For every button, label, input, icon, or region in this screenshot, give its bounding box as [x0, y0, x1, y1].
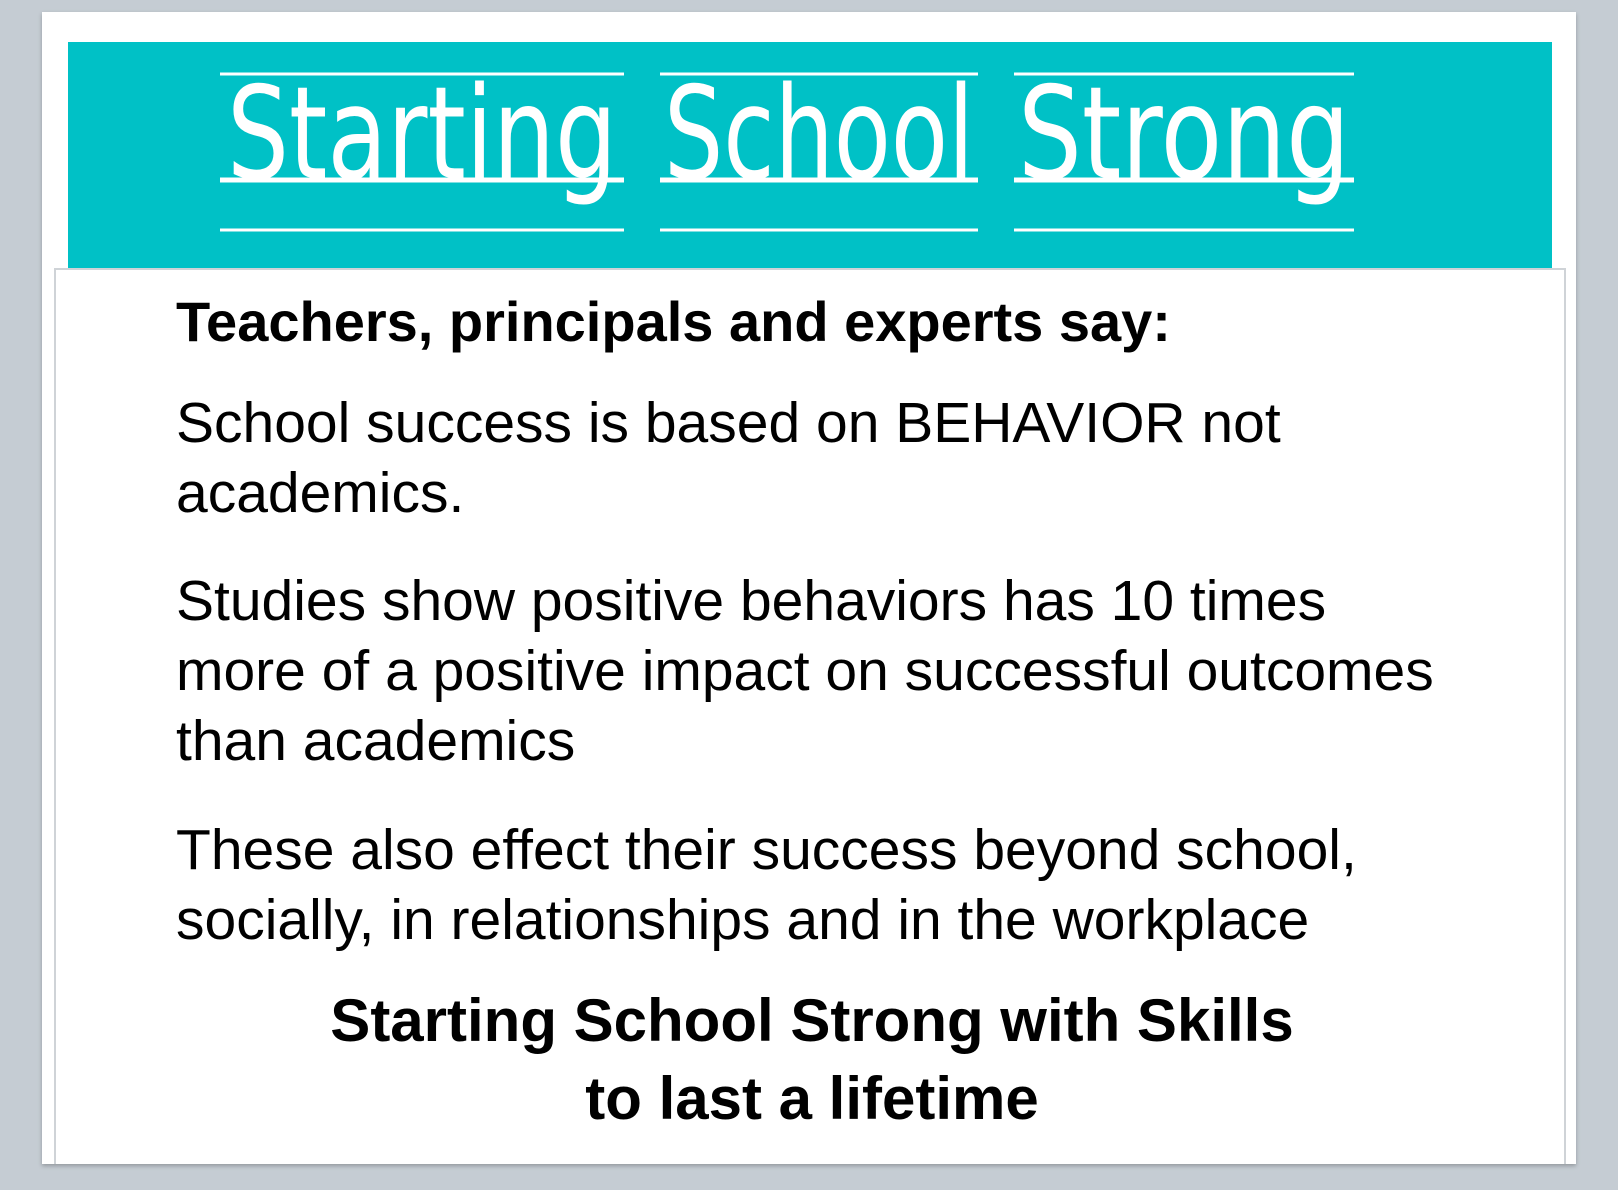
paragraph-line: than academics — [176, 709, 576, 773]
paragraph-line: Studies show positive behaviors has 10 times — [176, 569, 1327, 633]
paragraph-line: These also effect their success beyond school, — [176, 818, 1357, 882]
banner-word-1: Starting — [227, 60, 617, 209]
paragraph-studies — [176, 566, 1434, 776]
content-box — [54, 268, 1566, 1164]
banner-title — [68, 42, 1552, 268]
paragraph-line: School success is based on BEHAVIOR not — [176, 391, 1281, 455]
closing-line: Starting School Strong with Skills — [330, 987, 1294, 1054]
banner-word-3: Strong — [1018, 60, 1350, 209]
closing-statement — [56, 982, 1568, 1138]
paragraph-beyond-school — [176, 815, 1357, 955]
paragraph-line: more of a positive impact on successful outcomes — [176, 639, 1434, 703]
banner-word-2: School — [664, 60, 974, 209]
heading: Teachers, principals and experts say: — [176, 290, 1171, 353]
slide — [42, 12, 1576, 1164]
title-banner — [68, 42, 1552, 268]
paragraph-behavior — [176, 388, 1281, 528]
closing-line: to last a lifetime — [585, 1065, 1039, 1132]
paragraph-line: academics. — [176, 461, 465, 525]
paragraph-line: socially, in relationships and in the workplace — [176, 888, 1310, 952]
